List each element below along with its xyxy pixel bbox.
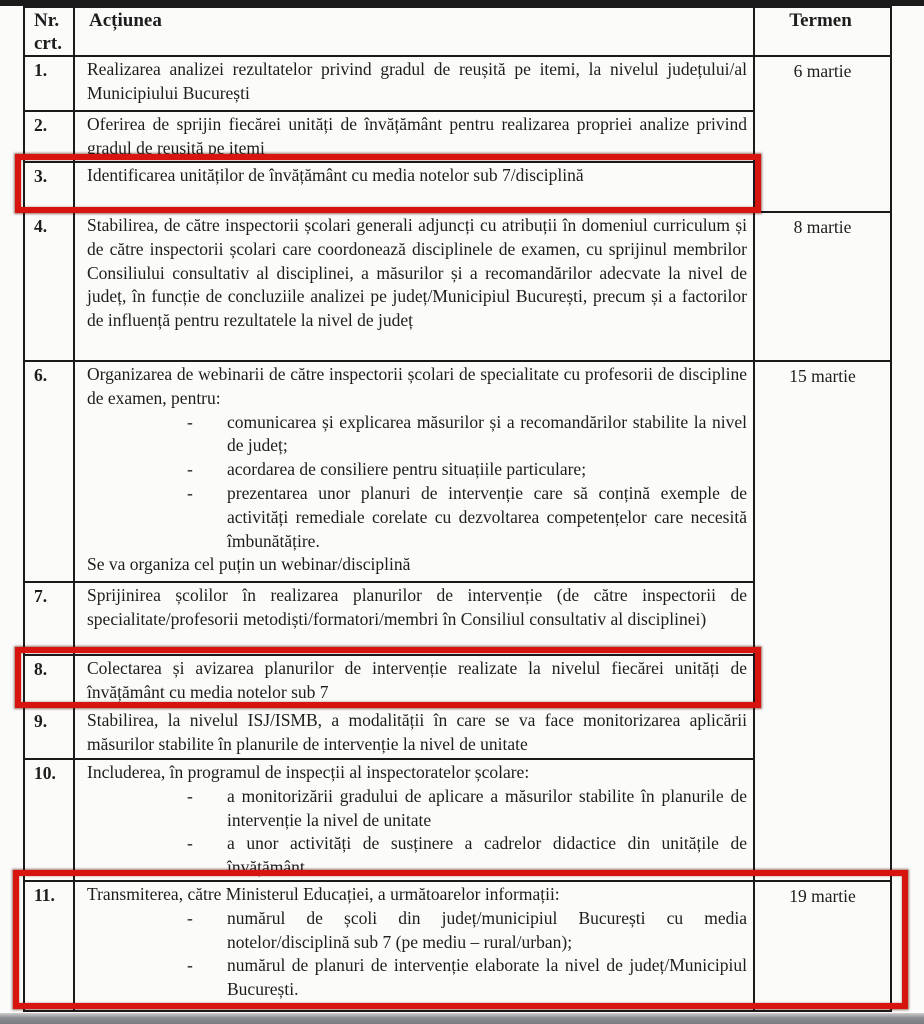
table-row [24,212,891,361]
table-header-row [24,7,891,56]
action-cell [74,655,754,707]
action-text: Organizarea de webinarii de către inspectorii școlari de specialitate cu profesorii de discipline de examen, pentru: [87,364,747,408]
row-number-cell: 8. [24,655,74,707]
bullet-dash: - [187,411,193,432]
table-row [24,881,891,1011]
action-cell [74,111,754,162]
action-plan-table [23,6,892,1012]
row-number-cell: 1. [24,56,74,111]
action-text: Identificarea unităților de învățământ cu media notelor sub 7/disciplină [87,165,584,185]
action-text: Stabilirea, de către inspectorii școlari generali adjuncți cu atribuții în domeniul curriculum și de către inspectorii școlari care coordonează disciplinele de examen, cu sprijinul membrilor Consiliului consultativ al disciplinei, a măsurilor și a recomandărilor adecvate la nivel de județ, în funcție de concluziile analizei pe județ/Municipiul București, precum și a factorilor de influență pentru rezultatele la nivel de județ [87,215,747,331]
bullet-item [87,954,747,1002]
action-cell [74,881,754,1011]
bullet-item [87,907,747,955]
bullet-item [87,832,747,880]
bullet-text: a unor activități de susținere a cadrelor didactice din unitățile de învățământ [227,833,747,878]
bullet-text: numărul de planuri de intervenție elaborate la nivel de județ/Municipiul București. [227,955,747,1000]
action-text: Includerea, în programul de inspecții al inspectoratelor școlare: [87,762,530,782]
bullet-text: comunicarea și explicarea măsurilor și a recomandărilor stabilite la nivel de județ; [227,411,747,456]
bullet-dash: - [187,907,193,928]
bullet-dash: - [187,459,193,480]
action-cell [74,212,754,361]
header-nr-crt [24,7,74,56]
bullet-dash: - [187,785,193,806]
action-cell [74,162,754,212]
bullet-text: prezentarea unor planuri de intervenție care să conțină exemple de activități remediale corelate cu dezvoltarea competențelor care necesită îmbunătățire. [227,482,747,551]
bullet-text: numărul de școli din județ/municipiul București cu media notelor/disciplină sub 7 (pe mediu – rural/urban); [227,907,747,952]
action-cell [74,759,754,881]
header-termen: Termen [754,7,891,56]
action-text: Colectarea și avizarea planurilor de intervenție realizate la nivelul fiecărei unități de învățământ cu media notelor sub 7 [87,658,747,702]
action-text: Oferirea de sprijin fiecărei unități de învățământ pentru realizarea propriei analize privind gradul de reușită pe itemi [87,114,747,158]
action-cell [74,56,754,111]
termen-cell: 8 martie [754,212,891,361]
bullet-dash: - [187,482,193,503]
action-text: Transmiterea, către Ministerul Educației, a următoarelor informații: [87,883,560,904]
row-number-cell: 7. [24,582,74,655]
row-number-cell: 6. [24,361,74,582]
header-nr-line1: Nr. [34,10,60,31]
action-text: Stabilirea, la nivelul ISJ/ISMB, a modalității în care se va face monitorizarea aplicării măsurilor stabilite în planurile de intervenție la nivel de unitate [87,710,747,754]
plan-table-body [24,56,891,1011]
row-number-cell: 2. [24,111,74,162]
action-text: Se va organiza cel puțin un webinar/disciplină [87,554,411,575]
termen-cell: 15 martie [754,361,891,881]
row-number-cell: 11. [24,881,74,1011]
action-cell [74,582,754,655]
scan-bottom-edge [0,1013,924,1024]
action-cell [74,361,754,582]
bullet-dash: - [187,955,193,976]
bullet-item [87,785,747,833]
action-text: Sprijinirea școlilor în realizarea planurilor de intervenție (de către inspectorii de specialitate/profesorii metodiști/formatori/membri în Consiliul consultativ al disciplinei) [87,585,747,629]
termen-cell: 6 martie [754,56,891,212]
bullet-text: acordarea de consiliere pentru situațiile particulare; [227,459,587,480]
header-actiunea: Acțiunea [74,7,754,56]
bullet-item [87,482,747,553]
bullet-text: a monitorizării gradului de aplicare a măsurilor stabilite în planurile de intervenție la nivel de unitate [227,785,747,830]
termen-cell: 19 martie [754,881,891,1011]
table-row [24,56,891,111]
row-number-cell: 4. [24,212,74,361]
row-number-cell: 10. [24,759,74,881]
bullet-item [87,458,747,482]
header-nr-line2: crt. [34,33,62,54]
action-text: Realizarea analizei rezultatelor privind gradul de reușită pe itemi, la nivelul județului/al Municipiului București [87,59,747,103]
row-number-cell: 9. [24,707,74,759]
row-number-cell: 3. [24,162,74,212]
bullet-item [87,411,747,459]
action-cell [74,707,754,759]
bullet-dash: - [187,833,193,854]
table-row [24,361,891,582]
